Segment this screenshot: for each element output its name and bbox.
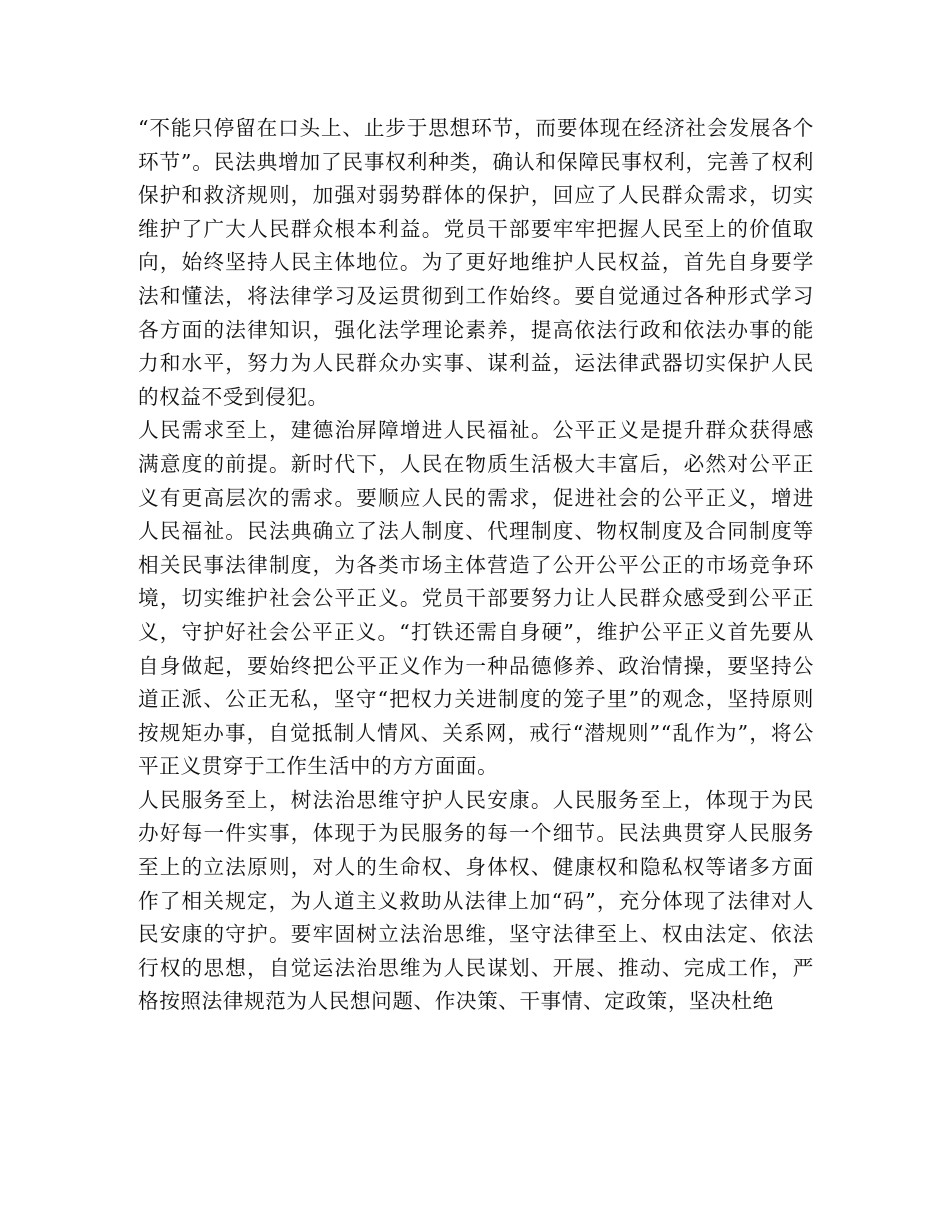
paragraph-1: “不能只停留在口头上、止步于思想环节，而要体现在经济社会发展各个环节”。民法典增加了民事权利种类，确认和保障民事权利，完善了权利保护和救济规则，加强对弱势群体的保护，回应了人民群众需求，切实维护了广大人民群众根本利益。党员干部要牢牢把握人民至上的价值取向，始终坚持人民主体地位。为了更好地维护人民权益，首先自身要学法和懂法，将法律学习及运贯彻到工作始终。要自觉通过各种形式学习各方面的法律知识，强化法学理论素养，提高依法行政和依法办事的能力和水平，努力为人民群众办实事、谋利益，运法律武器切实保护人民的权益不受到侵犯。 bbox=[138, 116, 814, 409]
paragraph-2: 人民需求至上，建德治屏障增进人民福祉。公平正义是提升群众获得感满意度的前提。新时代下，人民在物质生活极大丰富后，必然对公平正义有更高层次的需求。要顺应人民的需求，促进社会的公平正义，增进人民福祉。民法典确立了法人制度、代理制度、物权制度及合同制度等相关民事法律制度，为各类市场主体营造了公开公平公正的市场竞争环境，切实维护社会公平正义。党员干部要努力让人民群众感受到公平正义，守护好社会公平正义。“打铁还需自身硬”，维护公平正义首先要从自身做起，要始终把公平正义作为一种品德修养、政治情操，要坚持公道正派、公正无私，坚守“把权力关进制度的笼子里”的观念，坚持原则按规矩办事，自觉抵制人情风、关系网，戒行“潜规则”“乱作为”，将公平正义贯穿于工作生活中的方方面面。 bbox=[138, 418, 814, 779]
paragraph-3: 人民服务至上，树法治思维守护人民安康。人民服务至上，体现于为民办好每一件实事，体现于为民服务的每一个细节。民法典贯穿人民服务至上的立法原则，对人的生命权、身体权、健康权和隐私权等诸多方面作了相关规定，为人道主义救助从法律上加“码”，充分体现了法律对人民安康的守护。要牢固树立法治思维，坚守法律至上、权由法定、依法行权的思想，自觉运法治思维为人民谋划、开展、推动、完成工作，严格按照法律规范为人民想问题、作决策、干事情、定政策，坚决杜绝 bbox=[138, 787, 814, 1014]
body-text bbox=[138, 112, 814, 1019]
